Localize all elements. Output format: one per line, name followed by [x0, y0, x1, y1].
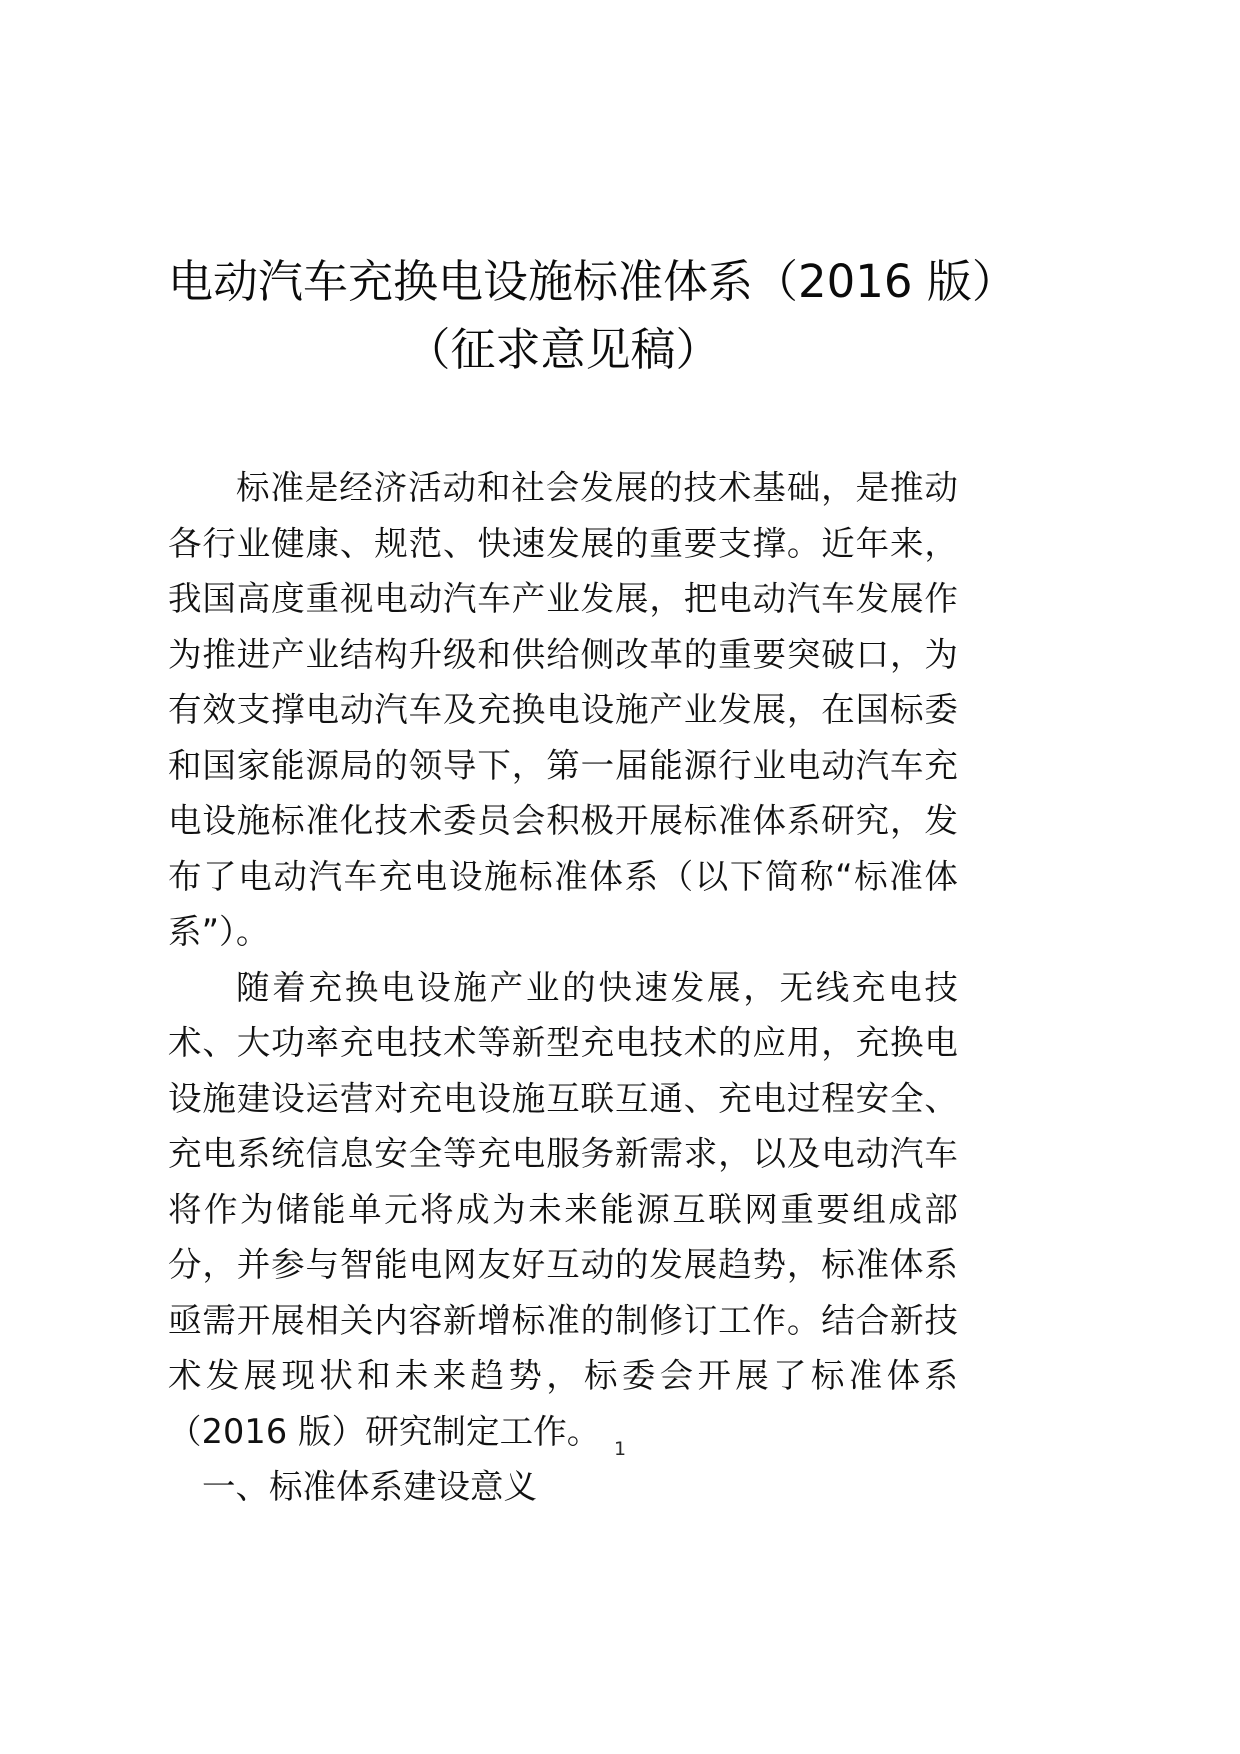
- body-paragraph-1: 标准是经济活动和社会发展的技术基础，是推动各行业健康、规范、快速发展的重要支撑。近年来，我国高度重视电动汽车产业发展，把电动汽车发展作为推进产业结构升级和供给侧改革的重要突破口，为有效支撑电动汽车及充换电设施产业发展，在国标委和国家能源局的领导下，第一届能源行业电动汽车充电设施标准化技术委员会积极开展标准体系研究，发布了电动汽车充电设施标准体系（以下简称“标准体系”）。: [168, 468, 958, 951]
- title-line-1: 电动汽车充换电设施标准体系（2016 版）: [168, 255, 1017, 308]
- page-number: 1: [613, 1438, 627, 1460]
- page-title: [168, 248, 1017, 384]
- document-body: [168, 248, 1017, 1515]
- section-heading-1: 一、标准体系建设意义: [202, 1467, 537, 1506]
- title-spacer: [168, 384, 958, 460]
- title-line-2: （征求意见稿）: [405, 323, 721, 376]
- body-paragraph-2: 随着充换电设施产业的快速发展，无线充电技术、大功率充电技术等新型充电技术的应用，充换电设施建设运营对充电设施互联互通、充电过程安全、充电系统信息安全等充电服务新需求，以及电动汽车将作为储能单元将成为未来能源互联网重要组成部分，并参与智能电网友好互动的发展趋势，标准体系亟需开展相关内容新增标准的制修订工作。结合新技术发展现状和未来趋势，标委会开展了标准体系（2016 版）研究制定工作。: [168, 967, 958, 1451]
